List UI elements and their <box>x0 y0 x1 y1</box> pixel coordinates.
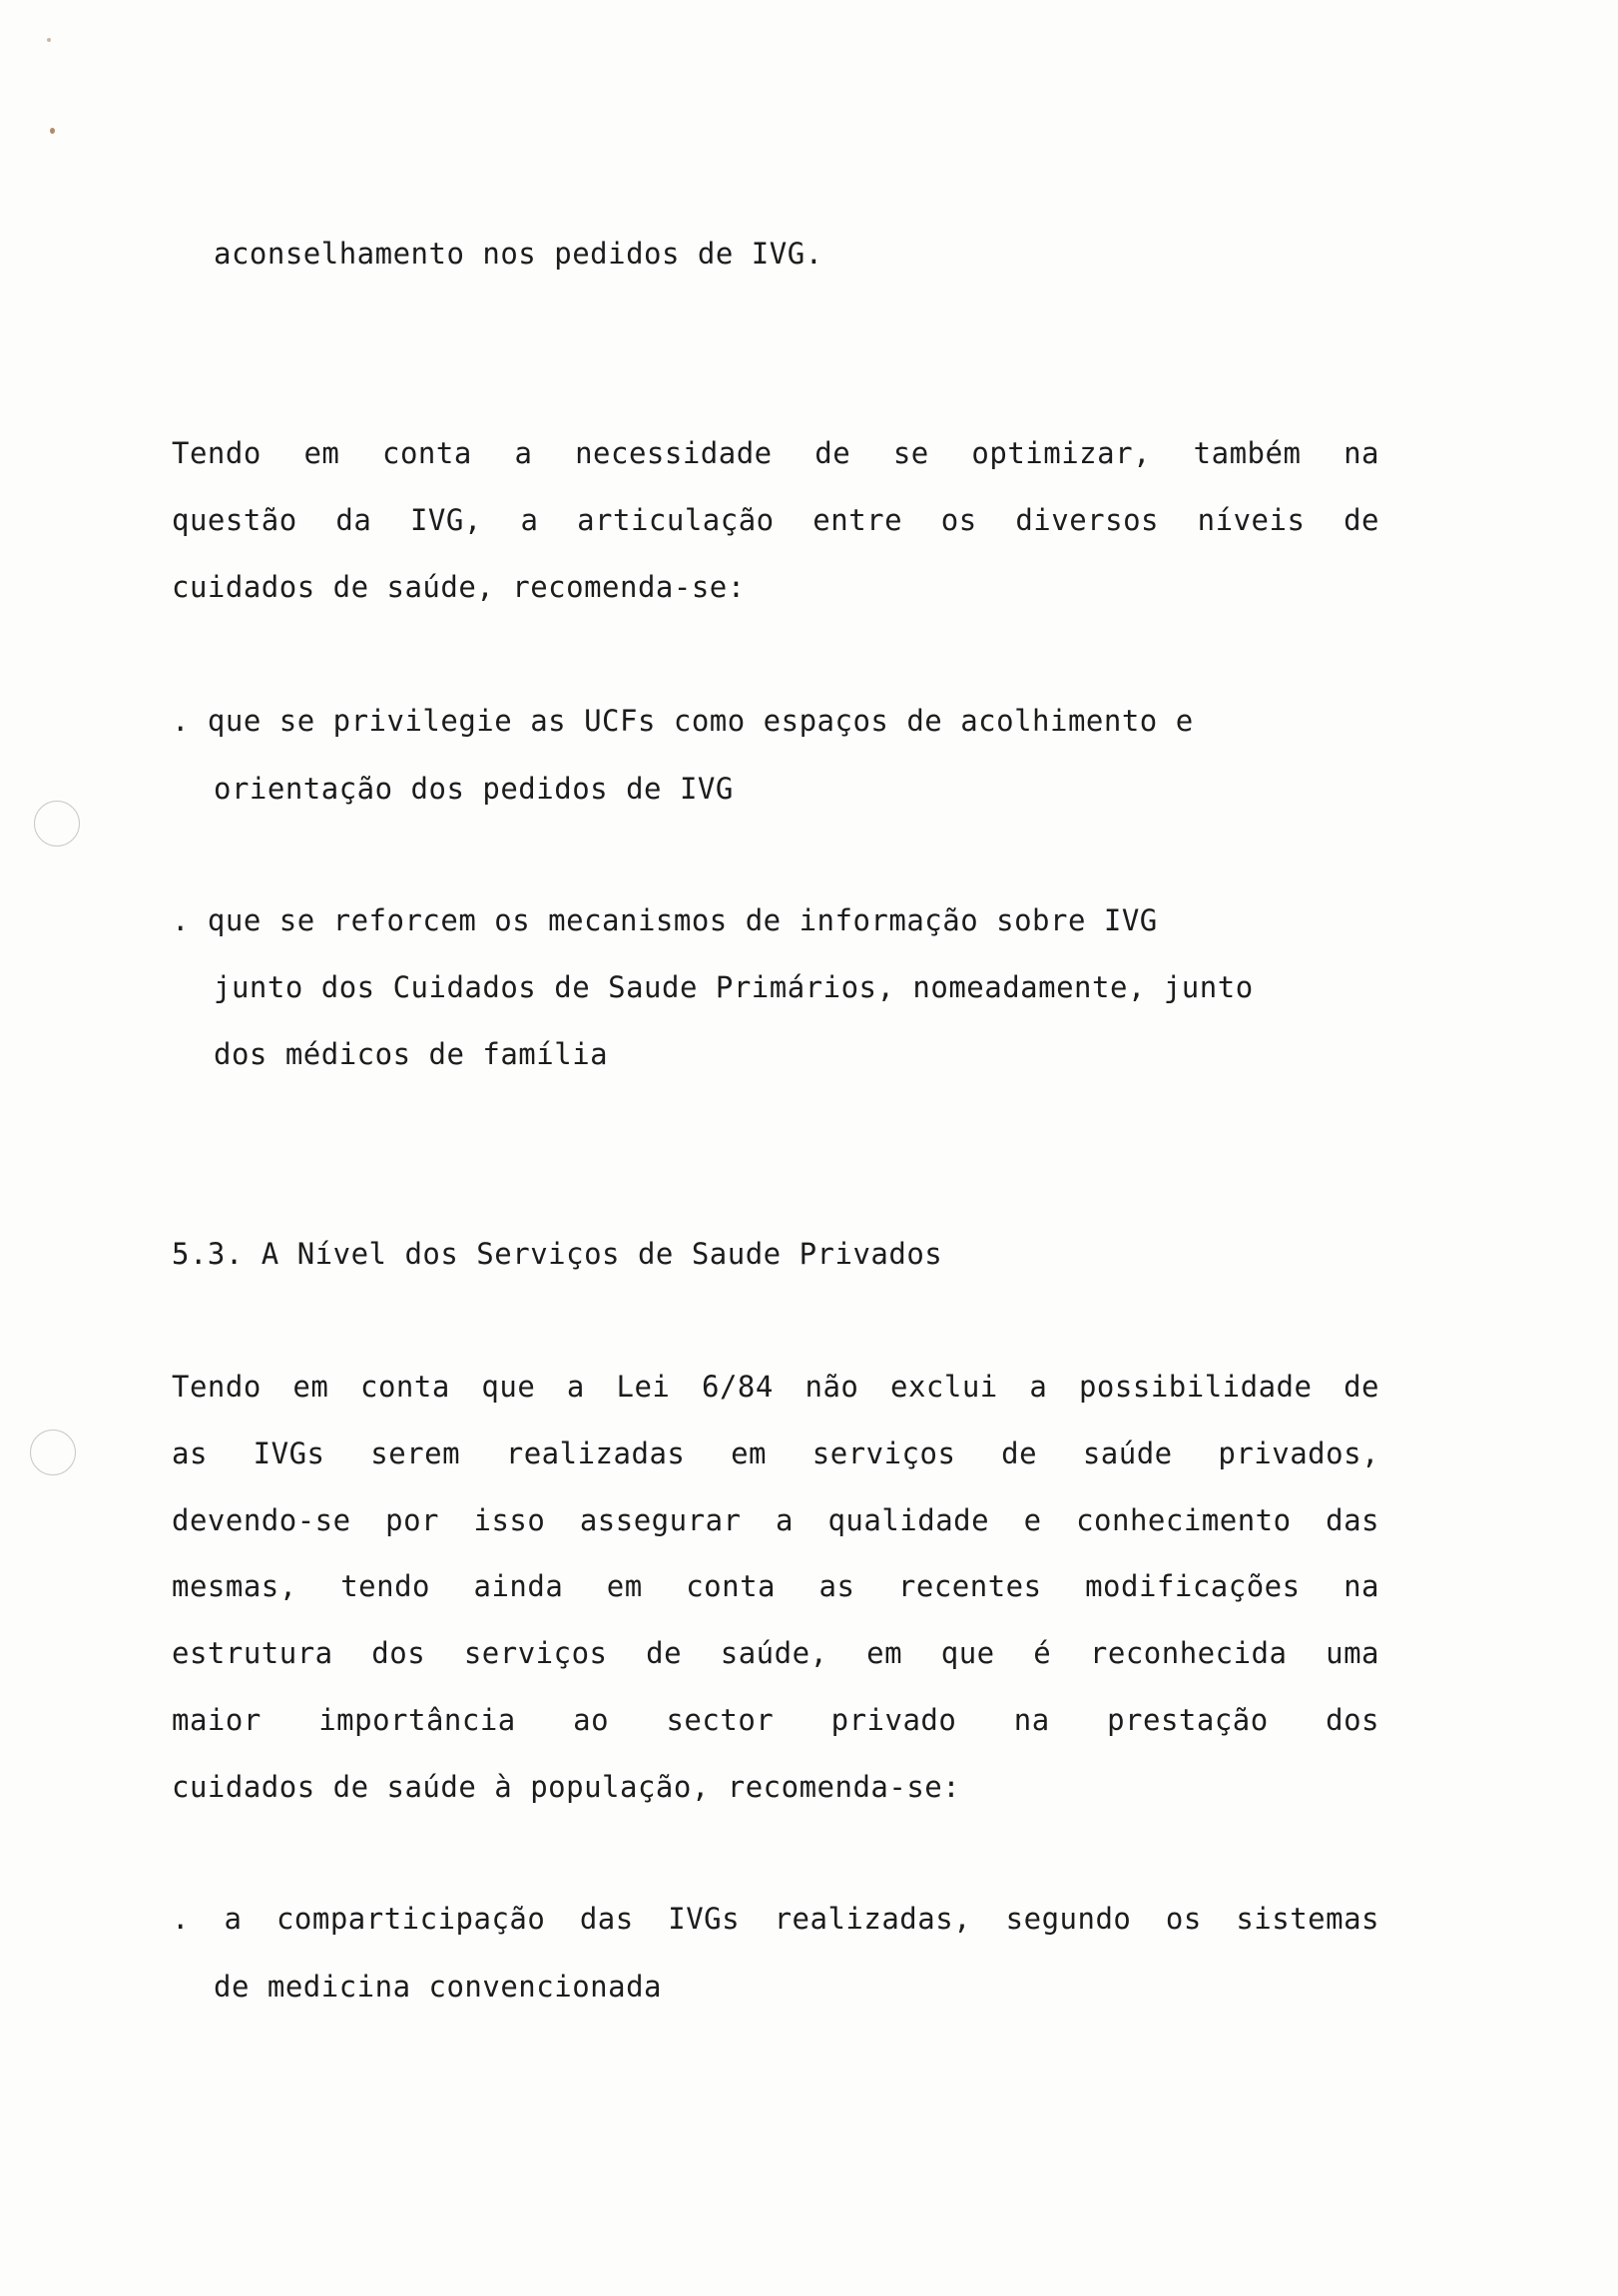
punch-hole <box>34 801 80 847</box>
paragraph-line: cuidados de saúde, recomenda-se: <box>172 570 746 604</box>
paragraph-line: questão da IVG, a articulação entre os diversos níveis de <box>172 503 1379 537</box>
paragraph-line: maior importância ao sector privado na prestação dos <box>172 1703 1379 1737</box>
bullet-line: de medicina convencionada <box>214 1970 662 2004</box>
paragraph-line: as IVGs serem realizadas em serviços de saúde privados, <box>172 1436 1379 1470</box>
paragraph-line: devendo-se por isso assegurar a qualidade e conhecimento das <box>172 1503 1379 1537</box>
bullet-line: . que se reforcem os mecanismos de informação sobre IVG <box>172 903 1158 937</box>
bullet-line: . a comparticipação das IVGs realizadas, segundo os sistemas <box>172 1902 1379 1936</box>
punch-hole <box>30 1430 76 1475</box>
paragraph-line: cuidados de saúde à população, recomenda-se: <box>172 1770 961 1804</box>
section-heading: 5.3. A Nível dos Serviços de Saude Privados <box>172 1237 943 1271</box>
paragraph-line: aconselhamento nos pedidos de IVG. <box>214 237 823 271</box>
bullet-line: . que se privilegie as UCFs como espaços de acolhimento e <box>172 704 1194 738</box>
scan-speck <box>50 128 55 134</box>
paragraph-line: estrutura dos serviços de saúde, em que é reconhecida uma <box>172 1636 1379 1670</box>
paragraph-line: Tendo em conta a necessidade de se optimizar, também na <box>172 436 1379 470</box>
scan-speck <box>47 38 51 42</box>
bullet-line: dos médicos de família <box>214 1037 609 1071</box>
bullet-line: junto dos Cuidados de Saude Primários, nomeadamente, junto <box>214 970 1254 1004</box>
paragraph-line: Tendo em conta que a Lei 6/84 não exclui a possibilidade de <box>172 1370 1379 1404</box>
paragraph-line: mesmas, tendo ainda em conta as recentes modificações na <box>172 1569 1379 1603</box>
bullet-line: orientação dos pedidos de IVG <box>214 772 734 806</box>
